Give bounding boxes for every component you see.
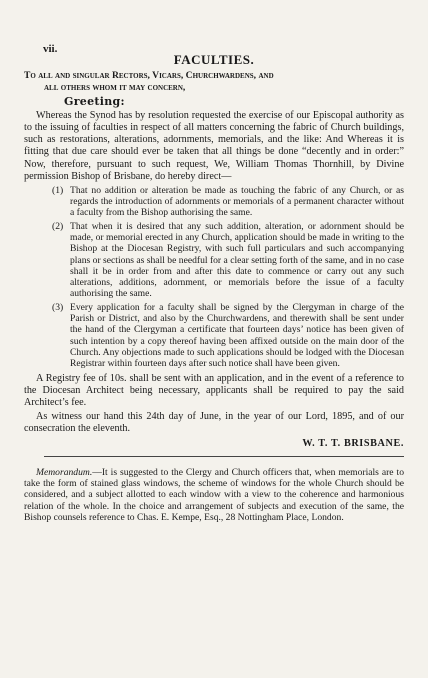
clause-number: (3)	[52, 301, 64, 313]
fee-paragraph: A Registry fee of 10s. shall be sent with an application, and in the event of a reference to the Diocesan Architect being necessary, applicants shall be required to pay the said Architect’s fee.	[24, 372, 404, 408]
clause-item	[52, 220, 404, 300]
page-number: vii.	[43, 43, 58, 55]
signature: W. T. T. BRISBANE.	[302, 437, 404, 449]
divider	[44, 456, 404, 457]
memorandum-text: —It is suggested to the Clergy and Church officers that, when memorials are to take the form of stained glass windows, the scheme of windows for the whole Church should be considered, and a subject allotted to each window with a view to the coherence and harmonious relation of the whole. In the choice and arrangement of subjects and execution of the same, the Bishop counsels reference to Chas. E. Kempe, Esq., 28 Nottingham Place, London.	[24, 466, 404, 523]
address-line-1: To all and singular Rectors, Vicars, Churchwardens, and	[24, 70, 274, 82]
clause-text: That no addition or alteration be made as touching the fabric of any Church, or as regards the introduction of adornments or memorials of a permanent character without a faculty from the Bishop authorising the same.	[70, 184, 404, 219]
page-title: FACULTIES.	[173, 52, 255, 67]
witness-paragraph: As witness our hand this 24th day of June, in the year of our Lord, 1895, and of our consecration the eleventh.	[24, 410, 404, 434]
clause-text: Every application for a faculty shall be signed by the Clergyman in charge of the Parish or District, and also by the Churchwardens, and therewith shall be sent under the hand of the Clergyman a certificate that fourteen days’ notice has been given of such intention by a copy thereof having been affixed outside on the main door of the Church. Any objections made to such applications should be lodged with the Diocesan Registrar within fourteen days after such notice shall have been given.	[70, 301, 404, 370]
memorandum-paragraph	[24, 467, 404, 523]
clause-list	[24, 185, 404, 370]
clause-item	[52, 184, 404, 219]
clause-number: (2)	[52, 220, 64, 232]
address-line-2: all others whom it may concern,	[44, 81, 186, 93]
clause-number: (1)	[52, 184, 64, 196]
clause-text: That when it is desired that any such addition, alteration, or adornment should be made, or memorial erected in any Church, application should be made in writing to the Bishop at the Diocesan Registry, with such full particulars and such accompanying plans or sections as shall be needful for a clear setting forth of the same, and in no case shall it be in order from and after this date to commence or carry out any such alterations, additions, adornment, or memorials before the issue of a faculty authorising the same.	[70, 220, 404, 300]
clause-item	[52, 301, 404, 370]
address-block	[24, 70, 404, 93]
preamble-paragraph: Whereas the Synod has by resolution requested the exercise of our Episcopal authority as to the issuing of faculties in respect of all matters concerning the fabric of Church buildings, such as restorations, alterations, adornments, memorials, and the like: And Whereas it is fitting that due care should ever be taken that all things be done “decently and in order:” Now, therefore, pursuant to such request, We, William Thomas Thornhill, by Divine permission Bishop of Brisbane, do hereby direct—	[24, 110, 404, 182]
memorandum-lead: Memorandum.	[36, 466, 93, 478]
greeting: Greeting:	[64, 95, 125, 109]
